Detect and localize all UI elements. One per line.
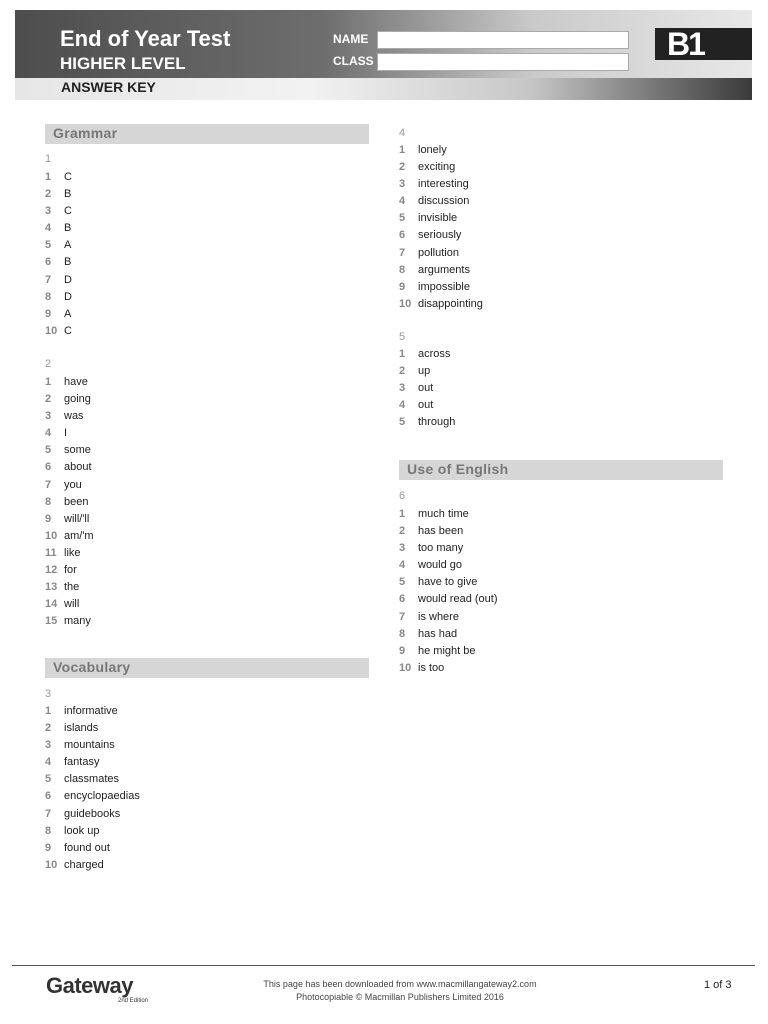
answer-item-number: 6 [45, 461, 52, 474]
answer-item [45, 203, 72, 220]
answer-item-text: am/'m [64, 529, 94, 542]
answer-item [45, 425, 94, 442]
answer-item-text: discussion [418, 195, 470, 208]
answer-item [45, 771, 140, 788]
section-grammar [45, 124, 369, 144]
answer-item-number: 3 [399, 382, 406, 395]
answer-item [399, 176, 483, 193]
answer-item-text: is too [418, 661, 445, 674]
answer-item [399, 523, 498, 540]
answer-item-number: 10 [45, 324, 58, 337]
answer-item-text: some [64, 444, 91, 457]
answer-key-bar [15, 78, 752, 100]
answer-item-number: 12 [45, 564, 58, 577]
answer-item-number: 2 [45, 722, 52, 735]
answer-item [45, 788, 140, 805]
answer-item-number: 10 [399, 661, 412, 674]
exercise-5-number: 5 [399, 331, 406, 343]
answer-item [399, 380, 455, 397]
answer-item-text: mountains [64, 739, 115, 752]
section-grammar-title: Grammar [53, 125, 118, 141]
exercise-1-number: 1 [45, 153, 52, 165]
answer-item-text: look up [64, 824, 100, 837]
answer-item-text: he might be [418, 644, 476, 657]
answer-item-number: 7 [45, 807, 52, 820]
answer-item-text: informative [64, 705, 118, 717]
answer-item-number: 7 [45, 478, 52, 491]
answer-item-text: across [418, 348, 451, 360]
exercise-4-answers [399, 142, 483, 313]
answer-item-number: 1 [399, 348, 406, 360]
answer-item-number: 10 [45, 529, 58, 542]
name-label: NAME [333, 32, 369, 46]
answer-item [45, 408, 94, 425]
answer-item [45, 459, 94, 476]
answer-item [45, 857, 140, 874]
answer-item-number: 8 [45, 495, 52, 508]
answer-item-number: 9 [399, 280, 406, 293]
answer-item-number: 4 [399, 195, 406, 208]
answer-item-text: have [64, 376, 88, 388]
answer-item [45, 754, 140, 771]
class-field[interactable] [377, 53, 629, 71]
answer-item-text: would read (out) [418, 593, 498, 606]
answer-item-number: 7 [45, 273, 52, 286]
answer-item-number: 2 [399, 161, 406, 174]
answer-item [399, 540, 498, 557]
copyright-notice: Photocopiable © Macmillan Publishers Limited 2016 [296, 992, 504, 1002]
answer-item-number: 4 [399, 559, 406, 572]
answer-item-number: 10 [399, 297, 412, 310]
answer-item [399, 626, 498, 643]
answer-item-number: 13 [45, 581, 58, 594]
answer-item-text: many [64, 615, 91, 628]
answer-item-text: about [64, 461, 92, 474]
answer-item [45, 289, 72, 306]
answer-item-number: 4 [45, 222, 52, 235]
answer-item-text: D [64, 290, 72, 303]
answer-item [45, 596, 94, 613]
answer-item [399, 609, 498, 626]
answer-key-label: ANSWER KEY [61, 79, 156, 95]
answer-item-number: 4 [399, 399, 406, 412]
answer-item-number: 4 [45, 756, 52, 769]
answer-item-number: 5 [399, 576, 406, 589]
answer-item-number: 1 [45, 171, 52, 183]
answer-item [45, 306, 72, 323]
answer-item-text: lonely [418, 144, 447, 156]
answer-item-number: 6 [45, 256, 52, 269]
answer-item [45, 737, 140, 754]
answer-item-text: up [418, 365, 431, 378]
answer-item [45, 186, 72, 203]
answer-item-text: out [418, 382, 434, 395]
answer-item-text: islands [64, 722, 99, 735]
answer-item [399, 262, 483, 279]
answer-item-text: has been [418, 525, 464, 538]
download-notice: This page has been downloaded from www.macmillangateway2.com [263, 979, 537, 989]
exercise-6-number: 6 [399, 490, 406, 502]
answer-item-text: have to give [418, 576, 478, 589]
answer-item-number: 9 [45, 512, 52, 525]
answer-item [45, 613, 94, 630]
answer-item [399, 227, 483, 244]
answer-item [45, 579, 94, 596]
answer-item-number: 8 [399, 627, 406, 640]
answer-item-text: C [64, 171, 72, 183]
answer-item [399, 414, 455, 431]
answer-item [45, 237, 72, 254]
level-badge [655, 28, 752, 60]
answer-item-number: 10 [45, 858, 58, 871]
answer-item [45, 494, 94, 511]
answer-item-number: 15 [45, 615, 58, 628]
answer-item [45, 442, 94, 459]
answer-item-text: was [64, 410, 84, 423]
answer-item-number: 9 [45, 841, 52, 854]
answer-item-number: 1 [45, 705, 52, 717]
answer-item-number: 5 [45, 444, 52, 457]
answer-item-text: would go [418, 559, 463, 572]
answer-item-number: 3 [45, 739, 52, 752]
answer-item [45, 254, 72, 271]
answer-item [45, 562, 94, 579]
answer-item-number: 1 [45, 376, 52, 388]
answer-item [45, 511, 94, 528]
answer-item-number: 3 [45, 205, 52, 218]
answer-item-text: like [64, 546, 81, 559]
answer-item-number: 7 [399, 610, 406, 623]
answer-item-text: out [418, 399, 434, 412]
answer-item [399, 660, 498, 677]
answer-item [45, 374, 94, 391]
exercise-4-number: 4 [399, 127, 406, 139]
answer-item-text: invisible [418, 212, 458, 225]
answer-item-number: 2 [45, 393, 52, 406]
class-label: CLASS [333, 54, 374, 68]
answer-item-number: 5 [45, 239, 52, 252]
answer-item-text: much time [418, 508, 469, 520]
answer-item-text: is where [418, 610, 459, 623]
answer-item-number: 4 [45, 427, 52, 440]
answer-item-text: I [64, 427, 68, 440]
answer-item-number: 3 [399, 542, 406, 555]
answer-item [45, 840, 140, 857]
answer-item-text: will/'ll [64, 512, 90, 525]
answer-item-text: you [64, 478, 82, 491]
answer-item [45, 703, 140, 720]
answer-item-text: the [64, 581, 80, 594]
section-use-of-english [399, 460, 723, 480]
answer-item-text: A [64, 239, 72, 252]
answer-item-text: going [64, 393, 91, 406]
edition-label: 2nd Edition [118, 998, 149, 1004]
answer-item-text: charged [64, 858, 104, 871]
exercise-3-number: 3 [45, 688, 52, 700]
answer-item [45, 477, 94, 494]
answer-item-number: 6 [45, 790, 52, 803]
answer-item-text: through [418, 416, 456, 429]
answer-item [45, 823, 140, 840]
answer-item [399, 363, 455, 380]
answer-item [45, 169, 72, 186]
answer-item [399, 296, 483, 313]
answer-item [399, 643, 498, 660]
answer-item-text: guidebooks [64, 807, 121, 820]
answer-item-number: 9 [399, 644, 406, 657]
answer-item [45, 806, 140, 823]
answer-item-text: classmates [64, 773, 120, 786]
answer-item [399, 574, 498, 591]
answer-item [45, 323, 72, 340]
answer-item-number: 14 [45, 598, 58, 611]
answer-item-text: A [64, 307, 72, 320]
answer-item-text: found out [64, 841, 110, 854]
answer-item-text: impossible [418, 280, 470, 293]
answer-item-text: C [64, 205, 72, 218]
answer-item-text: seriously [418, 229, 462, 242]
test-title: End of Year Test [60, 26, 231, 51]
answer-item [45, 272, 72, 289]
page-number: 1 of 3 [704, 979, 732, 991]
answer-item [45, 528, 94, 545]
answer-item-text: arguments [418, 263, 470, 276]
answer-item-number: 6 [399, 593, 406, 606]
answer-item [399, 142, 483, 159]
answer-item-number: 11 [45, 546, 57, 559]
answer-item [45, 391, 94, 408]
answer-item [399, 557, 498, 574]
exercise-2-answers [45, 374, 94, 630]
answer-item [399, 279, 483, 296]
answer-item [399, 506, 498, 523]
answer-item-number: 5 [45, 773, 52, 786]
footer-divider [12, 965, 755, 966]
name-field[interactable] [377, 31, 629, 49]
answer-item [399, 397, 455, 414]
answer-item-number: 3 [399, 178, 406, 191]
answer-item [399, 591, 498, 608]
answer-item [45, 720, 140, 737]
answer-item-number: 3 [45, 410, 52, 423]
answer-item-text: B [64, 188, 72, 201]
answer-item-number: 5 [399, 212, 406, 225]
answer-item-text: fantasy [64, 756, 100, 769]
answer-item-number: 6 [399, 229, 406, 242]
answer-item-text: been [64, 495, 89, 508]
answer-item-text: too many [418, 542, 464, 555]
answer-item-number: 8 [45, 290, 52, 303]
answer-item-text: exciting [418, 161, 456, 174]
answer-item-text: has had [418, 627, 458, 640]
gateway-logo: Gateway [46, 973, 133, 998]
level-badge-text: B1 [667, 26, 704, 62]
answer-item-number: 1 [399, 144, 406, 156]
exercise-1-answers [45, 169, 72, 340]
section-vocabulary [45, 658, 369, 678]
exercise-6-answers [399, 506, 498, 677]
answer-item-text: disappointing [418, 297, 483, 310]
answer-item-text: will [64, 598, 80, 611]
answer-item-number: 8 [399, 263, 406, 276]
answer-item-number: 1 [399, 508, 406, 520]
answer-item [399, 346, 455, 363]
answer-item [399, 210, 483, 227]
answer-item-text: interesting [418, 178, 469, 191]
answer-item [399, 159, 483, 176]
exercise-3-answers [45, 703, 140, 874]
answer-item-text: pollution [418, 246, 459, 259]
answer-item-text: D [64, 273, 72, 286]
answer-item-number: 8 [45, 824, 52, 837]
answer-item [399, 245, 483, 262]
answer-item-text: for [64, 564, 77, 577]
answer-item-number: 2 [45, 188, 52, 201]
section-vocabulary-title: Vocabulary [53, 659, 131, 675]
answer-item-text: B [64, 256, 72, 269]
answer-item-number: 5 [399, 416, 406, 429]
test-level: HIGHER LEVEL [60, 54, 186, 73]
answer-item [399, 193, 483, 210]
answer-item [45, 220, 72, 237]
answer-item [45, 545, 94, 562]
exercise-5-answers [399, 346, 455, 431]
answer-item-number: 2 [399, 525, 406, 538]
answer-item-text: C [64, 324, 72, 337]
answer-item-number: 9 [45, 307, 52, 320]
answer-item-text: B [64, 222, 72, 235]
answer-item-text: encyclopaedias [64, 790, 140, 803]
exercise-2-number: 2 [45, 358, 52, 370]
section-use-of-english-title: Use of English [407, 461, 509, 477]
answer-item-number: 2 [399, 365, 406, 378]
answer-item-number: 7 [399, 246, 406, 259]
